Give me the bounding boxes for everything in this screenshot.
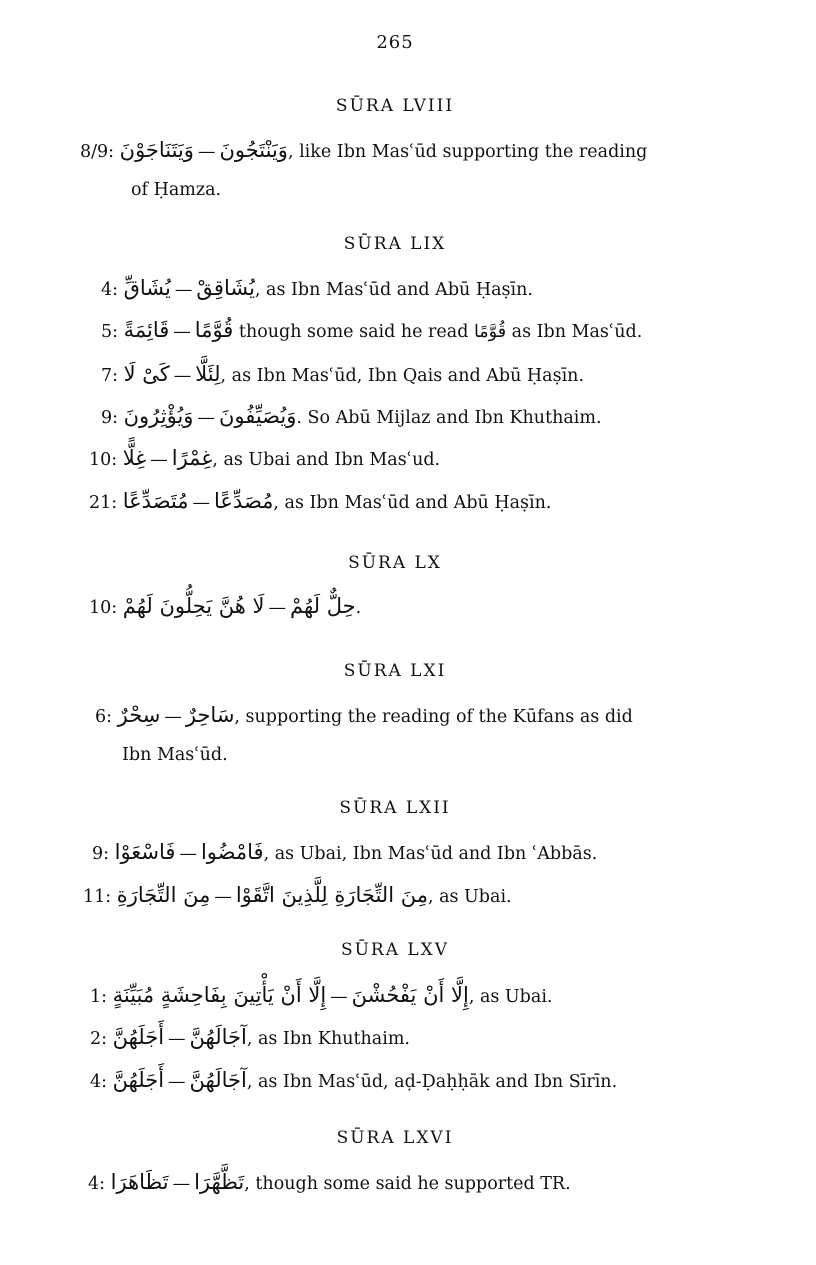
arabic-reading-standard: أَجَلَهُنَّ (112, 1025, 165, 1049)
arabic-reading-variant: وَيُصَيِّفُونَ (218, 404, 297, 428)
entry-note: though some said he read قُوَّمًا as Ibn Masʿūd. (233, 322, 643, 342)
section-heading-lx: SŪRA LX (348, 553, 442, 573)
arabic-reading-standard: إِلَّا أَنْ يَأْتِينَ بِفَاحِشَةٍ مُبَيِّنَةٍ (112, 983, 327, 1007)
arabic-reading-variant: غِمْرًا (171, 446, 213, 470)
arabic-reading-variant: تَظَّهَّرَا (194, 1170, 245, 1194)
entry-lix-7: 7: كَىْ لَا — لِئَلَّا, as Ibn Masʿūd, Ibn Qais and Abū Ḥaṣīn. (101, 362, 585, 386)
entry-lxv-1: 1: إِلَّا أَنْ يَأْتِينَ بِفَاحِشَةٍ مُبَيِّنَةٍ — إِلَّا أَنْ يَفْحُشْنَ, as Ubai. (90, 983, 553, 1007)
verse-number: 4: (88, 1174, 106, 1194)
entry-lix-21: 21: مُتَصَدِّعًا — مُصَدِّعًا, as Ibn Masʿūd and Abū Ḥaṣīn. (89, 489, 552, 513)
entry-note: , as Ubai, Ibn Masʿūd and Ibn ʿAbbās. (263, 844, 598, 864)
entry-lviii-8-9: 8/9: وَيَتَنَاجَوْنَ — وَيَنْتَجُونَ, like Ibn Masʿūd supporting the reading (80, 138, 648, 162)
entry-lxi-6: 6: سِحْرٌ — سَاحِرٌ, supporting the reading of the Kūfans as did (95, 703, 633, 727)
verse-number: 7: (101, 366, 119, 386)
arabic-reading-standard: مِنَ التِّجَارَةِ (116, 883, 211, 907)
entry-lix-10: 10: غِلًّا — غِمْرًا, as Ubai and Ibn Masʿud. (89, 446, 441, 470)
entry-note: . So Abū Mijlaz and Ibn Khuthaim. (296, 408, 602, 428)
section-heading-lxii: SŪRA LXII (339, 798, 451, 818)
arabic-reading-variant: يُشَاقِقْ (196, 276, 255, 300)
arabic-reading-standard: فَاسْعَوْا (114, 840, 176, 864)
entry-note: , as Ubai. (468, 987, 553, 1007)
arabic-reading-standard: لَا هُنَّ يَحِلُّونَ لَهُمْ (122, 594, 265, 618)
arabic-reading-variant: مُصَدِّعًا (214, 489, 274, 513)
arabic-reading-standard: وَيَتَنَاجَوْنَ (119, 138, 194, 162)
entry-note: , though some said he supported TR. (244, 1174, 571, 1194)
arabic-reading-standard: قَائِمَةً (123, 318, 170, 342)
verse-number: 11: (83, 887, 112, 907)
verse-number: 10: (89, 450, 118, 470)
entry-lxvi-4: 4: تَظَاهَرَا — تَظَّهَّرَا, though some said he supported TR. (88, 1170, 571, 1194)
arabic-reading-variant: مِنَ التِّجَارَةِ لِلَّذِينَ اتَّقَوْا (235, 883, 428, 907)
entry-note: . (355, 598, 362, 618)
entry-lix-4: 4: يُشَاقِّ — يُشَاقِقْ, as Ibn Masʿūd and Abū Ḥaṣīn. (101, 276, 533, 300)
entry-lxv-2: 2: أَجَلَهُنَّ — آجَالَهُنَّ, as Ibn Khuthaim. (90, 1025, 410, 1049)
arabic-reading-variant: وَيَنْتَجُونَ (219, 138, 288, 162)
entry-lxv-4: 4: أَجَلَهُنَّ — آجَالَهُنَّ, as Ibn Masʿūd, aḍ-Ḍaḥḥāk and Ibn Sīrīn. (90, 1068, 618, 1092)
verse-number: 10: (89, 598, 118, 618)
verse-number: 5: (101, 322, 119, 342)
section-heading-lxvi: SŪRA LXVI (336, 1128, 454, 1148)
arabic-reading-standard: كَىْ لَا (123, 362, 170, 386)
section-heading-lxi: SŪRA LXI (343, 661, 447, 681)
verse-number: 4: (101, 280, 119, 300)
verse-number: 4: (90, 1072, 108, 1092)
arabic-reading-variant: قُوَّمًا (194, 318, 234, 342)
section-heading-lxv: SŪRA LXV (340, 940, 450, 960)
entry-continuation: Ibn Masʿūd. (122, 745, 228, 765)
arabic-reading-standard: تَظَاهَرَا (110, 1170, 169, 1194)
arabic-reading-standard: يُشَاقِّ (123, 276, 171, 300)
arabic-reading-variant: حِلٌّ لَهُمْ (290, 594, 356, 618)
arabic-reading-variant: آجَالَهُنَّ (189, 1068, 247, 1092)
verse-number: 21: (89, 493, 118, 513)
arabic-reading-variant: لِئَلَّا (195, 362, 221, 386)
entry-note: , supporting the reading of the Kūfans as did (234, 707, 633, 727)
arabic-reading-standard: أَجَلَهُنَّ (112, 1068, 165, 1092)
entry-note: , as Ibn Masʿūd, Ibn Qais and Abū Ḥaṣīn. (220, 366, 585, 386)
entry-lxii-9: 9: فَاسْعَوْا — فَامْضُوا, as Ubai, Ibn Masʿūd and Ibn ʿAbbās. (92, 840, 598, 864)
entry-note: , as Ibn Masʿūd, aḍ-Ḍaḥḥāk and Ibn Sīrīn. (246, 1072, 618, 1092)
verse-number: 8/9: (80, 142, 115, 162)
entry-lix-9: 9: وَيُؤْثِرُونَ — وَيُصَيِّفُونَ. So Abū Mijlaz and Ibn Khuthaim. (101, 404, 602, 428)
arabic-reading-variant: آجَالَهُنَّ (189, 1025, 247, 1049)
arabic-reading-variant: إِلَّا أَنْ يَفْحُشْنَ (351, 983, 469, 1007)
verse-number: 9: (101, 408, 119, 428)
verse-number: 6: (95, 707, 113, 727)
verse-number: 2: (90, 1029, 108, 1049)
arabic-reading-standard: سِحْرٌ (117, 703, 161, 727)
arabic-reading-standard: مُتَصَدِّعًا (122, 489, 189, 513)
entry-note: , as Ubai. (427, 887, 512, 907)
entry-note: , like Ibn Masʿūd supporting the reading (287, 142, 648, 162)
entry-continuation: of Ḥamza. (131, 180, 222, 200)
entry-note: , as Ibn Khuthaim. (246, 1029, 410, 1049)
page-number: 265 (376, 32, 414, 53)
verse-number: 9: (92, 844, 110, 864)
verse-number: 1: (90, 987, 108, 1007)
arabic-reading-variant: سَاحِرٌ (185, 703, 235, 727)
entry-note: , as Ubai and Ibn Masʿud. (212, 450, 441, 470)
entry-lx-10: 10: لَا هُنَّ يَحِلُّونَ لَهُمْ — حِلٌّ لَهُمْ. (89, 594, 362, 618)
arabic-reading-variant: فَامْضُوا (200, 840, 264, 864)
entry-lix-5: 5: قَائِمَةً — قُوَّمًا though some said he read قُوَّمًا as Ibn Masʿūd. (101, 318, 643, 342)
entry-lxii-11: 11: مِنَ التِّجَارَةِ — مِنَ التِّجَارَةِ لِلَّذِينَ اتَّقَوْا, as Ubai. (83, 883, 512, 907)
entry-note: , as Ibn Masʿūd and Abū Ḥaṣīn. (273, 493, 552, 513)
section-heading-lix: SŪRA LIX (343, 234, 447, 254)
arabic-reading-standard: وَيُؤْثِرُونَ (123, 404, 194, 428)
section-heading-lviii: SŪRA LVIII (335, 96, 455, 116)
entry-note: , as Ibn Masʿūd and Abū Ḥaṣīn. (254, 280, 533, 300)
arabic-reading-standard: غِلًّا (122, 446, 147, 470)
